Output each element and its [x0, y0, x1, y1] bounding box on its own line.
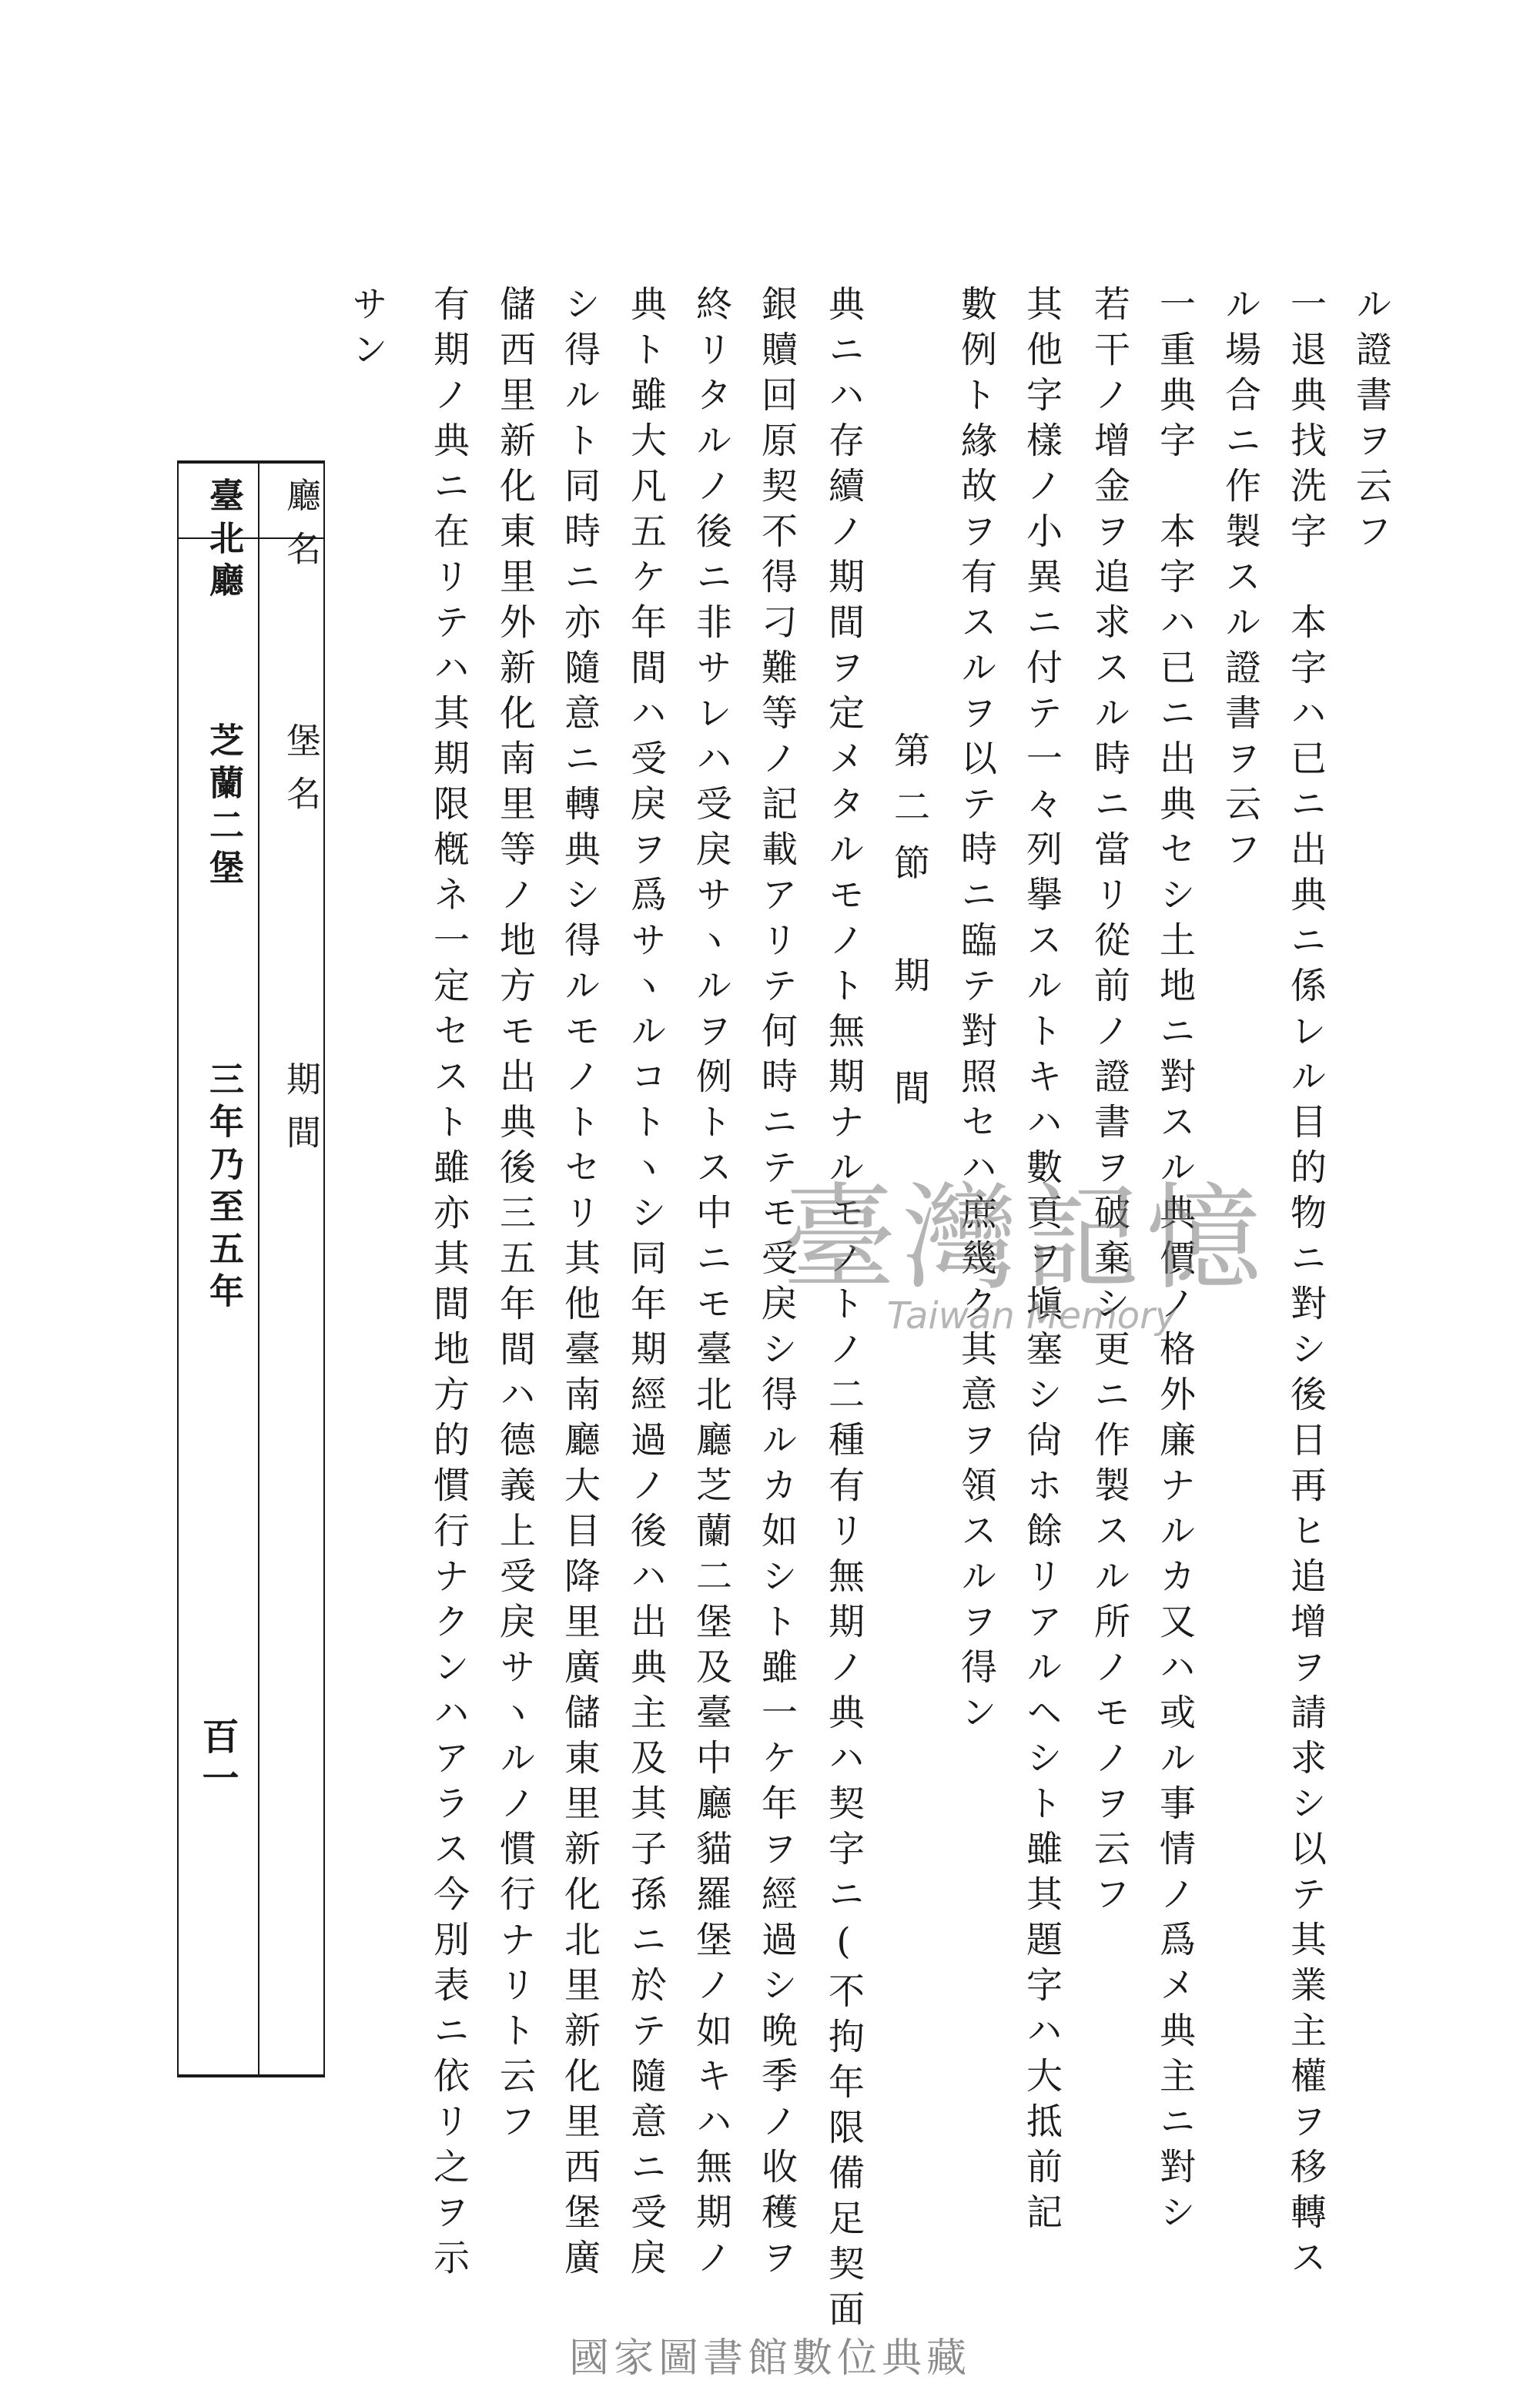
section-heading: 第二節 期 間 — [888, 732, 930, 1125]
table-header-office: 廳名 — [280, 477, 321, 584]
text-line-4: 一重典字 本字ハ已ニ出典セシ土地ニ對スル典價ノ格外廉ナルカ又ハ或ル事情ノ爲メ典主ニ對シ — [1153, 285, 1196, 2238]
text-line-1: ル證書ヲ云フ — [1350, 285, 1392, 557]
table-column-divider — [258, 460, 259, 2077]
table-border-left — [177, 460, 179, 2077]
table-cell-period: 三年乃至五年 — [203, 1061, 244, 1315]
table-bottom-rule — [177, 2074, 323, 2077]
text-line-13: シ得ルト同時ニ亦隨意ニ轉典シ得ルモノトセリ其他臺南廳大目降里廣儲東里新化北里新化里西堡廣 — [558, 285, 601, 2284]
text-line-5: 若干ノ增金ヲ追求スル時ニ當リ從前ノ證書ヲ破棄シ更ニ作製スル所ノモノヲ云フ — [1088, 285, 1130, 1920]
table-cell-office: 臺北廳 — [203, 477, 244, 604]
table-header-period: 期間 — [280, 1061, 321, 1167]
text-line-16: サン — [346, 285, 388, 376]
table-cell-bao: 芝蘭二堡 — [203, 722, 244, 892]
text-line-11: 終リタルノ後ニ非サレハ受戾サヽルヲ例トス中ニモ臺北廳芝蘭二堡及臺中廳貓羅堡ノ如キハ無期ノ — [690, 285, 732, 2284]
text-line-3: ル場合ニ作製スル證書ヲ云フ — [1219, 285, 1261, 875]
watermark-logo — [755, 1163, 1294, 1348]
text-line-12: 典ト雖大凡五ケ年間ハ受戾ヲ爲サヽルコトヽシ同年期經過ノ後ハ出典主及其子孫ニ於テ隨意ニ受戾 — [624, 285, 667, 2284]
text-line-7: 數例ト緣故ヲ有スルヲ以テ時ニ臨テ對照セハ庶幾ク其意ヲ領スルヲ得ン — [955, 285, 997, 1739]
text-line-9: 典ニハ存續ノ期間ヲ定メタルモノト無期ナルモノトノ二種有リ無期ノ典ハ契字ニ(不拘年限備足契面 — [822, 285, 865, 2335]
table-header-bao: 堡名 — [280, 722, 321, 829]
period-table — [177, 460, 323, 2077]
text-line-6: 其他字樣ノ小異ニ付テ一々列擧スルトキハ數頁ヲ塡塞シ尙ホ餘リアルヘシト雖其題字ハ大抵前記 — [1020, 285, 1063, 2238]
text-line-14: 儲西里新化東里外新化南里等ノ地方モ出典後三五年間ハ德義上受戾サヽルノ慣行ナリト云フ — [494, 285, 536, 2148]
footer-credit: 國家圖書館數位典藏 — [568, 2335, 971, 2382]
text-line-2: 一退典找洗字 本字ハ已ニ出典ニ係レル目的物ニ對シ後日再ヒ追增ヲ請求シ以テ其業主權ヲ移轉ス — [1284, 285, 1327, 2284]
text-line-15: 有期ノ典ニ在リテハ其期限槪ネ一定セスト雖亦其間地方的慣行ナクンハアラス今別表ニ依リ之ヲ示 — [427, 285, 470, 2284]
page-number: 百一 — [196, 1717, 239, 1800]
watermark-subtitle: Taiwan Memory — [886, 1294, 1177, 1337]
table-top-rule — [177, 460, 323, 464]
watermark-title: 臺灣記憶 — [780, 1172, 1268, 1306]
table-border-right — [323, 460, 325, 2077]
text-line-10: 銀贖回原契不得刁難等ノ記載アリテ何時ニテモ受戾シ得ルカ如シト雖一ケ年ヲ經過シ晩季ノ收穫ヲ — [755, 285, 798, 2284]
